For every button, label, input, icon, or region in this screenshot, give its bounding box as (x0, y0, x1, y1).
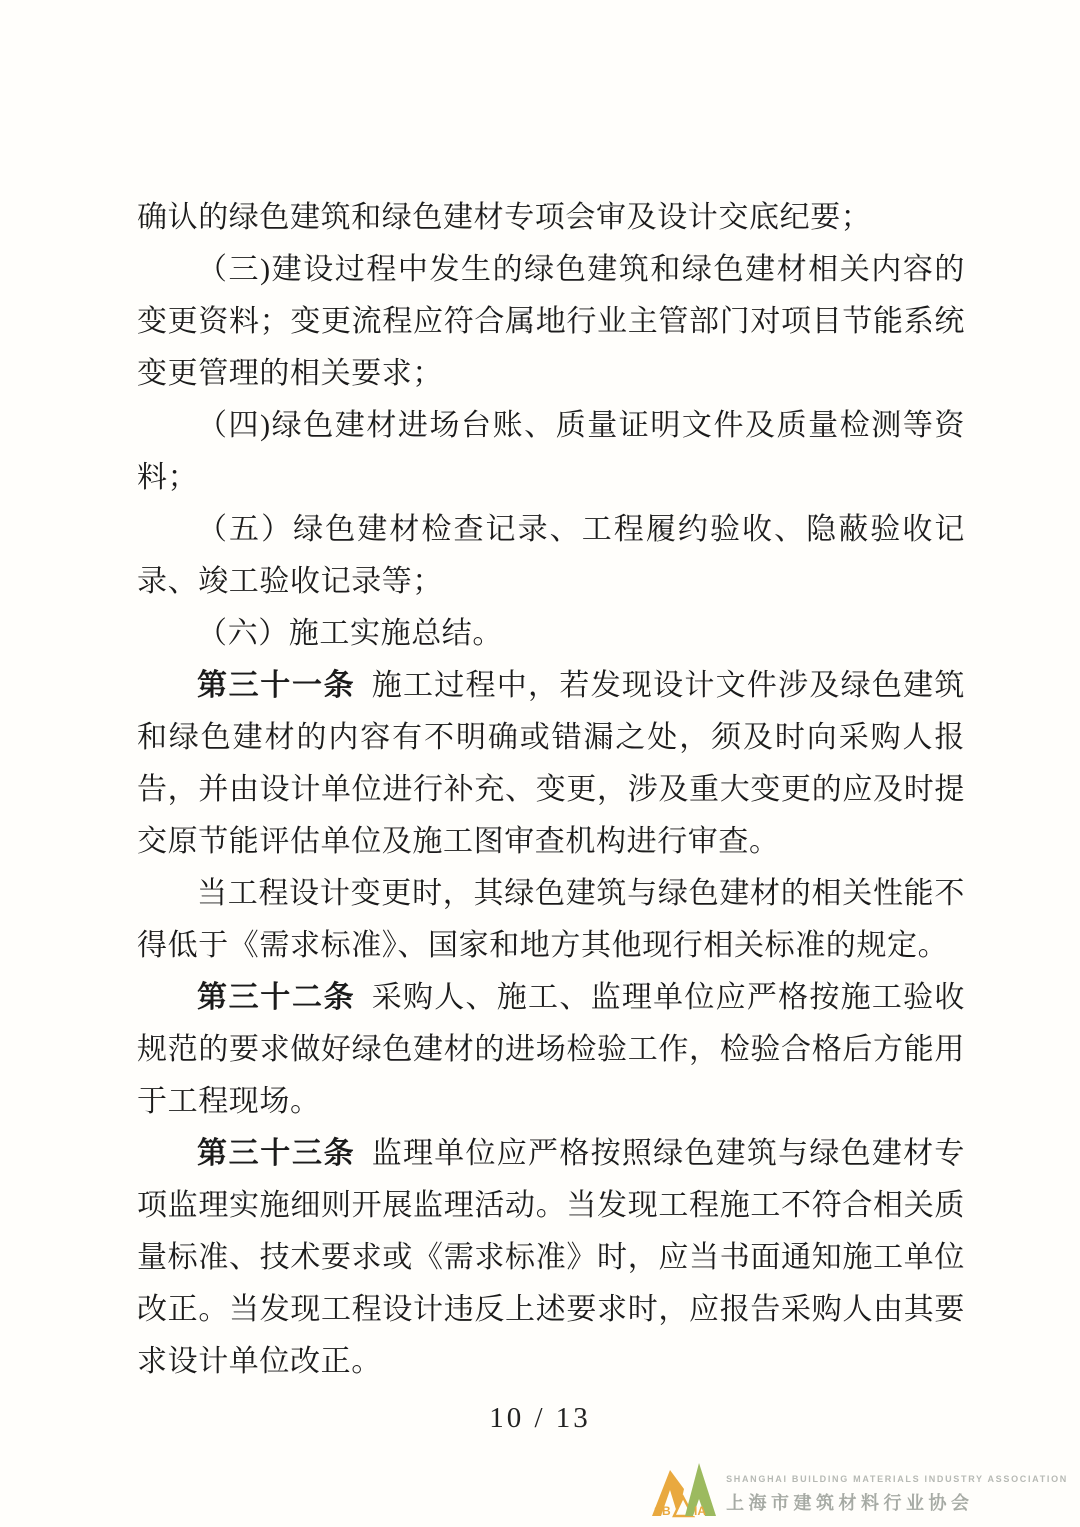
paragraph-text: （四)绿色建材进场台账、质量证明文件及质量检测等资料； (137, 409, 965, 494)
paragraph-text: （六）施工实施总结。 (197, 617, 503, 650)
paragraph (137, 400, 965, 504)
mountain-logo-icon (649, 1459, 719, 1525)
paragraph (137, 660, 965, 868)
paragraph (137, 1128, 965, 1388)
paragraph (137, 244, 965, 400)
paragraph (137, 504, 965, 608)
paragraph-text: 监理单位应严格按照绿色建筑与绿色建材专项监理实施细则开展监理活动。当发现工程施工不符合相关质量标准、技术要求或《需求标准》时，应当书面通知施工单位改正。当发现工程设计违反上述要求时，应报告采购人由其要求设计单位改正。 (137, 1137, 965, 1378)
association-name-english: SHANGHAI BUILDING MATERIALS INDUSTRY ASSOCIATION (726, 1474, 1068, 1484)
article-number: 第三十二条 (197, 981, 356, 1014)
paragraph-text: 施工过程中，若发现设计文件涉及绿色建筑和绿色建材的内容有不明确或错漏之处，须及时向采购人报告，并由设计单位进行补充、变更，涉及重大变更的应及时提交原节能评估单位及施工图审查机构进行审查。 (137, 669, 965, 858)
paragraph-text: 当工程设计变更时，其绿色建筑与绿色建材的相关性能不得低于《需求标准》、国家和地方其他现行相关标准的规定。 (137, 877, 965, 962)
paragraph (137, 972, 965, 1128)
paragraph-text: 确认的绿色建筑和绿色建材专项会审及设计交底纪要； (137, 201, 872, 234)
paragraph (137, 608, 965, 660)
association-logo (649, 1459, 1068, 1525)
association-name-block (726, 1474, 1068, 1525)
paragraph-text: 采购人、施工、监理单位应严格按施工验收规范的要求做好绿色建材的进场检验工作，检验合格后方能用于工程现场。 (137, 981, 965, 1118)
paragraph (137, 868, 965, 972)
page-number: 10 / 13 (489, 1402, 591, 1434)
article-number: 第三十一条 (197, 669, 356, 702)
document-body (137, 192, 965, 1388)
paragraph-text: （三)建设过程中发生的绿色建筑和绿色建材相关内容的变更资料；变更流程应符合属地行业主管部门对项目节能系统变更管理的相关要求； (137, 253, 965, 390)
svg-text:SB: SB (654, 1504, 671, 1518)
paragraph-text: （五）绿色建材检查记录、工程履约验收、隐蔽验收记录、竣工验收记录等； (137, 513, 965, 598)
paragraph (137, 192, 965, 244)
article-number: 第三十三条 (197, 1137, 356, 1170)
svg-text:IA: IA (694, 1504, 707, 1518)
association-name-chinese: 上海市建筑材料行业协会 (726, 1493, 974, 1513)
